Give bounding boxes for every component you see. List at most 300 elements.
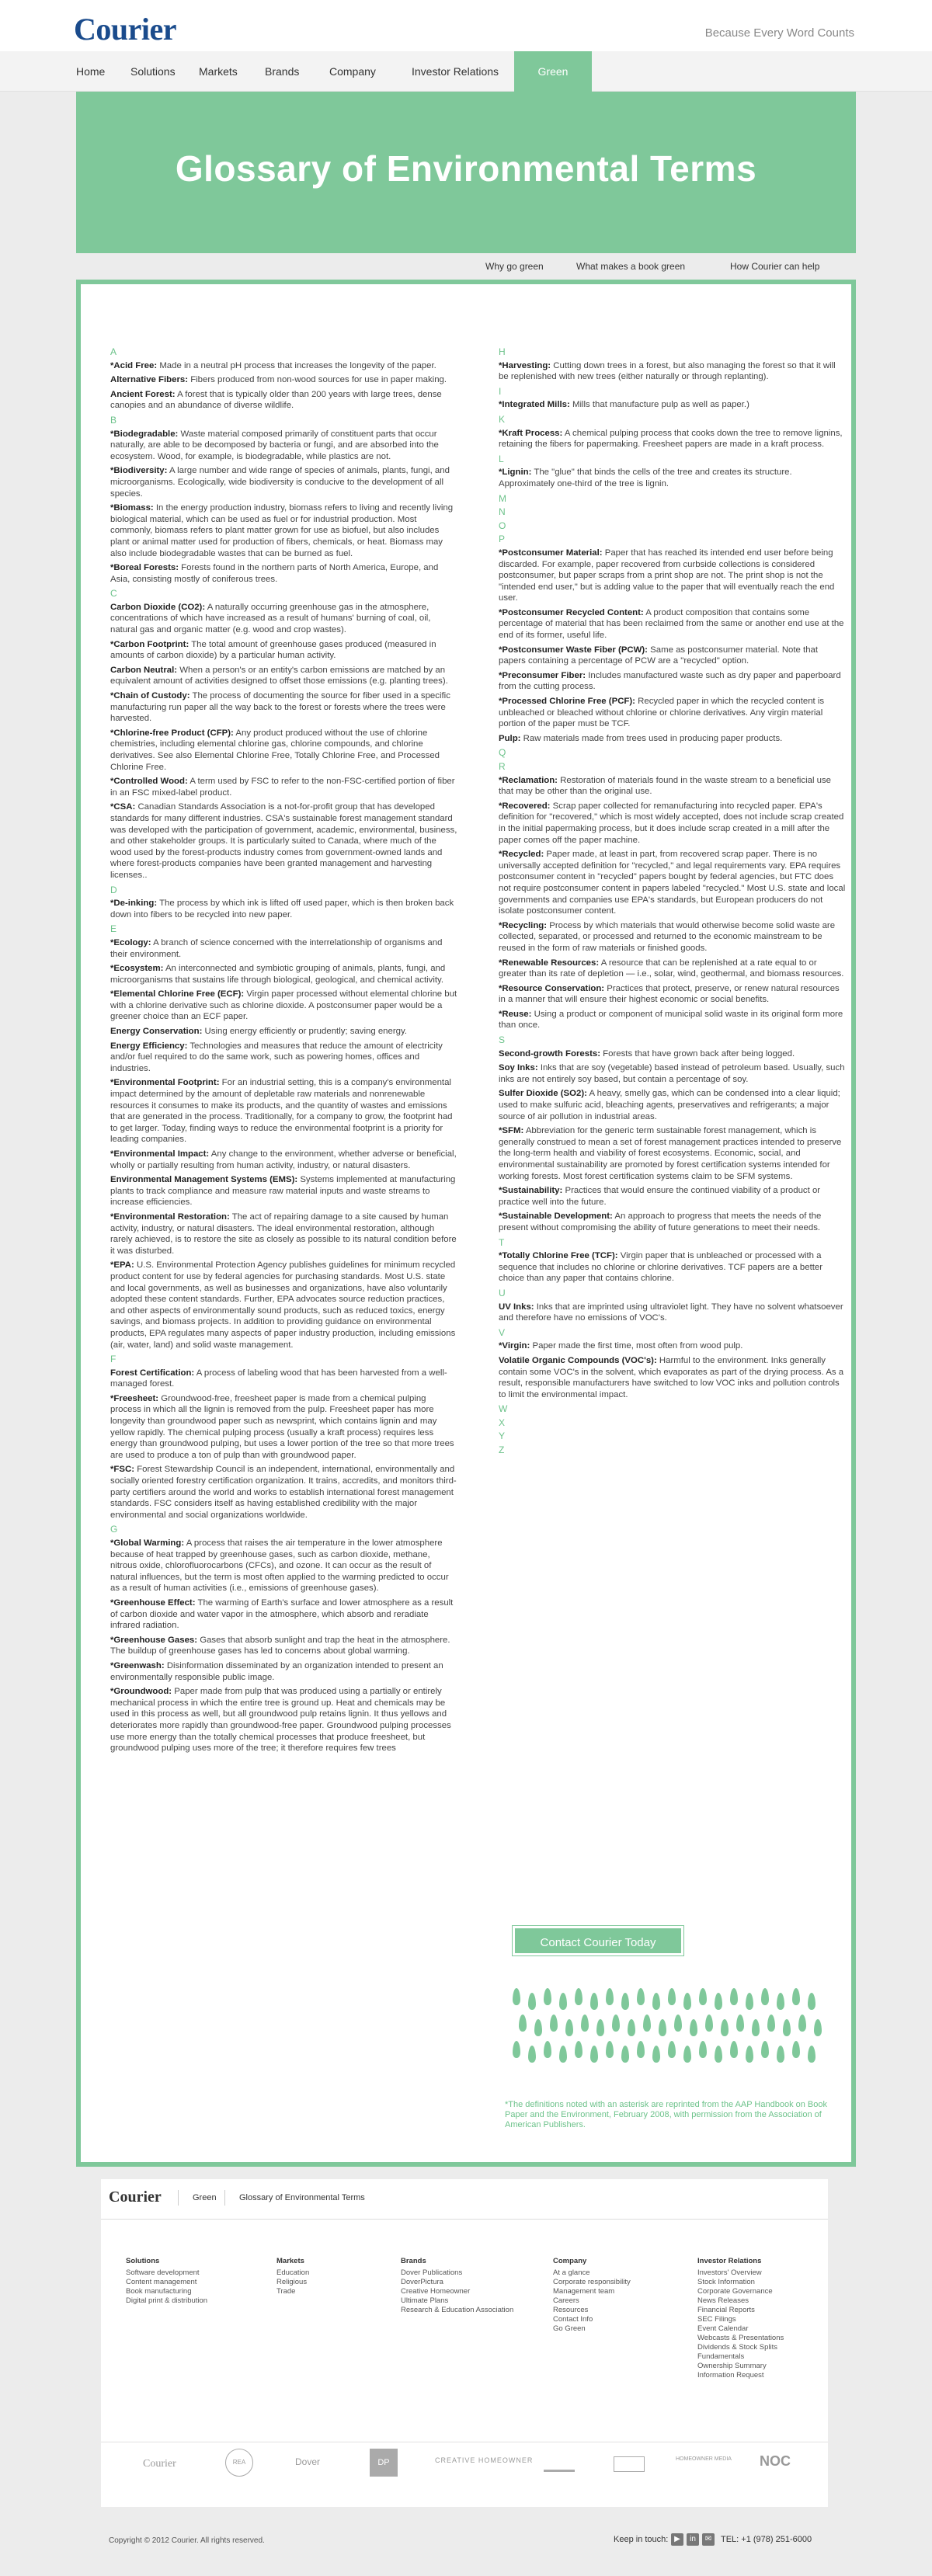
- glossary-entry: [110, 1368, 458, 1390]
- glossary-entry: [499, 920, 847, 954]
- glossary-definition: For an industrial setting, this is a company's environmental impact determined by the amount of depletable raw materials and nonrenewable resources it consumes to make its products, and the quantity of wastes and emissions that are generated in the process. Traditionally, for a company to grow, the footprint had to get larger. Today, finding ways to reduce the environmental footprint is a priority for leading companies.: [110, 1078, 453, 1145]
- nav-brands[interactable]: Brands: [265, 65, 300, 78]
- leaf-icon: [528, 2046, 536, 2063]
- footer-link[interactable]: Go Green: [553, 2324, 586, 2333]
- footer-link[interactable]: Contact Info: [553, 2315, 593, 2324]
- footer-link[interactable]: Stock Information: [697, 2278, 755, 2286]
- glossary-letter-heading: A: [110, 346, 117, 357]
- leaf-icon: [637, 2041, 645, 2058]
- glossary-entry: [110, 465, 458, 499]
- glossary-definition: The process of documenting the source for fiber used in a specific manufacturing run paper all the way back to the forest or forests where the trees were harvested.: [110, 691, 450, 724]
- footer-link[interactable]: Education: [276, 2268, 310, 2277]
- glossary-letter-heading: B: [110, 414, 117, 426]
- glossary-left-column: [110, 345, 458, 1757]
- glossary-definition: A process that raises the air temperature in the lower atmosphere because of heat trapped by greenhouse gases, such as carbon dioxide, methane, nitrous oxide, chlorofluorocarbons (CFCs), and ozone. It can occur as the result of natural influences, but the term is most often applied to the warming predicted to occur as a result of human activities (i.e., emissions of greenhouse gases).: [110, 1538, 449, 1594]
- leaf-icon: [559, 1993, 567, 2010]
- glossary-letter-heading: C: [110, 588, 117, 600]
- glossary-definition: Scrap paper collected for remanufacturing into recycled paper. EPA's definition for "recovered," which is most widely accepted, does not include scrap created in the initial papermaking process, but it does include scrap created in a mill after the paper comes off the paper machine.: [499, 801, 844, 845]
- glossary-term: *Environmental Footprint:: [110, 1078, 220, 1088]
- glossary-definition: Groundwood-free, freesheet paper is made from a chemical pulping process in which all the lignin is removed from the pulp. Freesheet paper has more longevity than groundwood paper such as newsprint, which contains lignin and may yellow rapidly. The chemical pulping process (usually a kraft process) requires less energy than groundwood pulping, but uses a lower portion of the tree so that more trees are used to produce a ton of pulp than with groundwood paper.: [110, 1393, 454, 1460]
- leaf-icon: [596, 2019, 604, 2036]
- footer-column-solutions: [126, 2257, 207, 2306]
- glossary-letter-heading: Z: [499, 1444, 505, 1456]
- partner-logo-interior[interactable]: [614, 2456, 645, 2472]
- glossary-panel: [76, 280, 856, 2167]
- partner-logo-courier[interactable]: Courier: [143, 2458, 176, 2470]
- glossary-entry: [110, 1026, 458, 1038]
- glossary-entry: [499, 1340, 847, 1352]
- subnav-what-makes-book-green[interactable]: What makes a book green: [576, 261, 686, 272]
- glossary-term: *Chain of Custody:: [110, 691, 190, 701]
- sub-nav: [482, 256, 856, 280]
- glossary-term: *Postconsumer Waste Fiber (PCW):: [499, 645, 648, 655]
- glossary-definition: The "glue" that binds the cells of the tree and creates its structure. Approximately one-third of the tree is lignin.: [499, 468, 792, 488]
- partner-logo-ultimate-plans[interactable]: [544, 2456, 575, 2472]
- partner-logo-dover[interactable]: Dover: [295, 2456, 321, 2467]
- glossary-definition: Gases that absorb sunlight and trap the heat in the atmosphere. The buildup of greenhouse gases has led to concerns about global warming.: [110, 1635, 450, 1656]
- glossary-term: *Harvesting:: [499, 360, 551, 370]
- leaf-icon: [528, 1993, 536, 2010]
- leaf-icon: [683, 1993, 691, 2010]
- glossary-term: *Kraft Process:: [499, 428, 563, 438]
- glossary-term: *Lignin:: [499, 468, 532, 478]
- glossary-entry: [110, 937, 458, 960]
- partner-logo-rea[interactable]: REA: [225, 2449, 253, 2477]
- leaf-icon: [544, 1988, 551, 2005]
- glossary-entry: [110, 602, 458, 636]
- leaf-icon: [715, 2046, 722, 2063]
- footer-column-heading: Markets: [276, 2257, 304, 2265]
- leaf-icon: [621, 1993, 629, 2010]
- leaf-icon: [792, 1988, 800, 2005]
- glossary-entry: [110, 776, 458, 798]
- leaf-icon: [736, 2015, 744, 2032]
- leaf-icon: [575, 2041, 582, 2058]
- glossary-entry: [499, 958, 847, 980]
- footer-link[interactable]: Resources: [553, 2306, 589, 2314]
- footer-link[interactable]: Dover Publications: [401, 2268, 463, 2277]
- glossary-entry: [110, 898, 458, 920]
- glossary-entry: [110, 374, 458, 386]
- crumb-separator: [217, 2190, 225, 2206]
- glossary-entry: [499, 1062, 847, 1085]
- glossary-entry: [499, 1250, 847, 1285]
- footer-link[interactable]: Trade: [276, 2287, 296, 2296]
- footer-link[interactable]: Software development: [126, 2268, 200, 2277]
- leaf-icon: [761, 1988, 769, 2005]
- footer-link[interactable]: Research & Education Association: [401, 2306, 514, 2314]
- glossary-term: *Environmental Restoration:: [110, 1212, 230, 1222]
- leaf-icon: [590, 2046, 598, 2063]
- leaf-icon: [513, 1988, 520, 2005]
- footer-link[interactable]: Digital print & distribution: [126, 2296, 208, 2305]
- leaf-icon: [652, 1993, 660, 2010]
- glossary-definition: Paper made, at least in part, from recovered scrap paper. There is no universally accepted definition for "recycled," and legal requirements vary. EPA requires postconsumer content in "recycled" papers bought by federal agencies, but FTC does not require postconsumer content in papers labeled "recycled." Most U.S. state and local governments and companies use EPA's standards, but European producers do not isolate postconsumer content.: [499, 850, 846, 916]
- leaf-icon: [559, 2046, 567, 2063]
- glossary-term: Volatile Organic Compounds (VOC's):: [499, 1355, 657, 1365]
- leaf-icon: [746, 2046, 753, 2063]
- footer-link[interactable]: Webcasts & Presentations: [697, 2334, 784, 2342]
- leaf-icon: [590, 1993, 598, 2010]
- leaf-icon: [699, 1988, 707, 2005]
- leaf-icon: [814, 2019, 822, 2036]
- glossary-entry: [110, 1464, 458, 1521]
- leaf-icon: [643, 2015, 651, 2032]
- glossary-definition: A large number and wide range of species of animals, plants, fungi, and microorganisms. Ecologically, wide biodiversity is conducive to the development of all species.: [110, 466, 450, 499]
- glossary-entry: [499, 548, 847, 604]
- leaf-icon: [565, 2019, 573, 2036]
- leaf-icon: [705, 2015, 713, 2032]
- breadcrumb-current: Glossary of Environmental Terms: [239, 2193, 365, 2202]
- glossary-entry: [110, 389, 458, 412]
- glossary-entry: [499, 645, 847, 667]
- leaf-pattern: [513, 1988, 839, 2078]
- glossary-entry: [110, 1212, 458, 1257]
- glossary-entry: [110, 1393, 458, 1462]
- glossary-term: *Resource Conservation:: [499, 983, 605, 993]
- glossary-definition: An approach to progress that meets the needs of the present without compromising the ability of future generations to meet their needs.: [499, 1212, 822, 1232]
- leaf-icon: [715, 1993, 722, 2010]
- glossary-term: *Greenwash:: [110, 1660, 165, 1670]
- leaf-icon: [808, 1993, 816, 2010]
- glossary-term: *Biomass:: [110, 503, 154, 513]
- bottom-bar: [0, 2526, 932, 2576]
- glossary-definition: A resource that can be replenished at a rate equal to or greater than its rate of depletion — i.e., solar, wind, geothermal, and biomass resources.: [499, 958, 844, 979]
- glossary-definition: Technologies and measures that reduce the amount of electricity and/or fuel required to do the same work, such as powering homes, offices and industries.: [110, 1041, 443, 1073]
- glossary-definition: Same as postconsumer material. Note that papers containing a percentage of PCW are a "recycled" option.: [499, 645, 819, 666]
- footer-link[interactable]: Religious: [276, 2278, 308, 2286]
- leaf-icon: [752, 2019, 760, 2036]
- glossary-term: *Preconsumer Fiber:: [499, 670, 586, 680]
- glossary-definition: Includes manufactured waste such as dry paper and paperboard from the cutting process.: [499, 670, 841, 692]
- leaf-icon: [777, 2046, 784, 2063]
- glossary-term: Carbon Neutral:: [110, 665, 178, 675]
- breadcrumb: [101, 2179, 828, 2220]
- leaf-icon: [550, 2015, 558, 2032]
- glossary-term: *Reuse:: [499, 1009, 532, 1019]
- glossary-term: Ancient Forest:: [110, 389, 176, 399]
- glossary-letter-heading: L: [499, 453, 504, 464]
- glossary-entry: [499, 1355, 847, 1400]
- glossary-term: *Recovered:: [499, 801, 551, 811]
- glossary-term: *Controlled Wood:: [110, 777, 188, 787]
- footer-column-heading: Investor Relations: [697, 2257, 762, 2265]
- footer-link[interactable]: Financial Reports: [697, 2306, 755, 2314]
- hero-banner: [76, 92, 856, 253]
- glossary-definition: A branch of science concerned with the interrelationship of organisms and their environment.: [110, 937, 443, 959]
- footer-link[interactable]: DoverPictura: [401, 2278, 443, 2286]
- glossary-entry: [110, 963, 458, 986]
- glossary-letter-heading: M: [499, 492, 506, 504]
- glossary-definition: The process by which ink is lifted off used paper, which is then broken back down into fibers to be recycled into new paper.: [110, 899, 454, 920]
- glossary-definition: In the energy production industry, biomass refers to living and recently living biological material, which can be used as fuel or for industrial production. Most commonly, biomass refers to plant matter grown for use as biofuel, but also includes plant or animal matter used for production of fibers, chemicals, or heat. Biomass may also include biodegradable wastes that can be burned as fuel.: [110, 503, 454, 558]
- glossary-entry: [110, 1635, 458, 1657]
- glossary-term: Carbon Dioxide (CO2):: [110, 602, 206, 612]
- partner-logo-noc[interactable]: NOC: [760, 2453, 791, 2469]
- glossary-term: Second-growth Forests:: [499, 1048, 600, 1059]
- glossary-term: *Global Warming:: [110, 1538, 185, 1548]
- glossary-letter-heading: U: [499, 1287, 506, 1298]
- footer-link[interactable]: Ultimate Plans: [401, 2296, 449, 2305]
- glossary-definition: Made in a neutral pH process that increases the longevity of the paper.: [159, 360, 436, 370]
- glossary-entry: [110, 989, 458, 1023]
- footer-link[interactable]: Corporate Governance: [697, 2287, 773, 2296]
- footer-logo[interactable]: Courier: [109, 2188, 162, 2206]
- partner-logo-creative-homeowner[interactable]: CREATIVE HOMEOWNER: [435, 2456, 534, 2464]
- glossary-entry: [110, 1260, 458, 1351]
- glossary-letter-heading: Q: [499, 747, 506, 759]
- footer-link[interactable]: At a glance: [553, 2268, 590, 2277]
- glossary-letter-heading: G: [110, 1524, 118, 1535]
- glossary-definition: Fibers produced from non-wood sources for use in paper making.: [190, 375, 447, 385]
- glossary-letter-heading: I: [499, 385, 502, 397]
- leaf-icon: [683, 2046, 691, 2063]
- glossary-term: Alternative Fibers:: [110, 375, 189, 385]
- leaf-icon: [746, 1993, 753, 2010]
- leaf-icon: [659, 2019, 666, 2036]
- glossary-definition: Any change to the environment, whether adverse or beneficial, wholly or partially resulting from human activity, industry, or natural disasters.: [110, 1149, 457, 1170]
- glossary-definition: Any product produced without the use of chlorine chemistries, including elemental chlorine gas, chlorine compounds, and chlorine derivatives. See also Elemental Chlorine Free, Totally Chlorine Free, and Processed Chlorine Free.: [110, 728, 440, 772]
- glossary-entry: [499, 1211, 847, 1233]
- glossary-entry: [110, 360, 458, 372]
- glossary-definition: Virgin paper that is unbleached or processed with a sequence that includes no chlorine or chlorine derivatives. TCF papers are a better choice than any paper that contains chlorine.: [499, 1251, 823, 1284]
- glossary-term: Energy Efficiency:: [110, 1041, 188, 1051]
- footer-link[interactable]: Ownership Summary: [697, 2362, 767, 2370]
- glossary-term: *Greenhouse Effect:: [110, 1597, 196, 1608]
- glossary-entry: [499, 1125, 847, 1182]
- leaf-icon: [767, 2015, 775, 2032]
- glossary-entry: [499, 775, 847, 798]
- leaf-icon: [690, 2019, 697, 2036]
- glossary-entry: [499, 1009, 847, 1031]
- leaf-icon: [674, 2015, 682, 2032]
- glossary-term: *Groundwood:: [110, 1687, 172, 1697]
- glossary-definition: Practices that protect, preserve, or renew natural resources in a manner that will ensure their highest economic or social benefits.: [499, 983, 840, 1005]
- leaf-icon: [761, 2041, 769, 2058]
- glossary-term: *Chlorine-free Product (CFP):: [110, 728, 234, 738]
- leaf-icon: [581, 2015, 589, 2032]
- nav-green[interactable]: Green: [514, 51, 592, 96]
- leaf-icon: [699, 2041, 707, 2058]
- leaf-icon: [621, 2046, 629, 2063]
- glossary-entry: [499, 733, 847, 745]
- leaf-icon: [668, 2041, 676, 2058]
- glossary-definition: Paper made from pulp that was produced using a partially or entirely mechanical process in which the entire tree is ground up. Heat and chemicals may be used in this process as well, but all groundwood pulp retains lignin. It thus yellows and deteriorates more rapidly than groundwood-free paper. Groundwood pulping processes use more energy than the totally chemical processes that produce freesheet, but groundwood pulping uses more of the tree; it therefore requires few trees: [110, 1687, 451, 1754]
- glossary-entry: [110, 1597, 458, 1632]
- glossary-definition: A product composition that contains some percentage of material that has been reclaimed from the same or another end use at the end of its former, useful life.: [499, 607, 844, 641]
- subnav-how-courier-can-help[interactable]: How Courier can help: [730, 261, 820, 272]
- glossary-letter-heading: Y: [499, 1431, 506, 1442]
- nav-home[interactable]: Home: [76, 65, 106, 78]
- glossary-term: *Ecosystem:: [110, 964, 164, 974]
- top-bar: [0, 0, 932, 51]
- glossary-letter-heading: R: [499, 761, 506, 772]
- nav-company[interactable]: Company: [329, 65, 376, 78]
- leaf-icon: [628, 2019, 635, 2036]
- leaf-icon: [544, 2041, 551, 2058]
- footer-link[interactable]: Corporate responsibility: [553, 2278, 631, 2286]
- footnote: *The definitions noted with an asterisk are reprinted from the AAP Handbook on Book Paper and the Environment, February 2008, with permission from the Association of American Publishers.: [505, 2100, 827, 2129]
- leaf-icon: [798, 2015, 806, 2032]
- glossary-term: *CSA:: [110, 802, 136, 812]
- leaf-icon: [637, 1988, 645, 2005]
- glossary-term: Environmental Management Systems (EMS):: [110, 1175, 298, 1185]
- copyright: Copyright © 2012 Courier. All rights reserved.: [109, 2536, 265, 2545]
- glossary-term: *Recycled:: [499, 850, 544, 860]
- footer-link[interactable]: Event Calendar: [697, 2324, 749, 2333]
- glossary-right-column: [499, 345, 847, 1458]
- subnav-why-go-green[interactable]: Why go green: [485, 261, 544, 272]
- footer-link[interactable]: Dividends & Stock Splits: [697, 2343, 777, 2352]
- glossary-term: *Sustainable Development:: [499, 1212, 613, 1222]
- glossary-term: Pulp:: [499, 733, 521, 743]
- linkedin-icon[interactable]: in: [687, 2533, 699, 2546]
- crumb-separator: [171, 2190, 179, 2206]
- glossary-definition: A forest that is typically older than 200 years with large trees, dense canopies and an abundance of diverse wildlife.: [110, 389, 442, 411]
- glossary-entry: [499, 849, 847, 917]
- glossary-letter-heading: S: [499, 1034, 506, 1046]
- leaf-icon: [534, 2019, 542, 2036]
- leaf-icon: [668, 1988, 676, 2005]
- glossary-letter-heading: H: [499, 346, 506, 357]
- footer-link[interactable]: Creative Homeowner: [401, 2287, 471, 2296]
- youtube-icon[interactable]: ▶: [671, 2533, 683, 2546]
- main-nav: [0, 51, 932, 92]
- footer-link[interactable]: News Releases: [697, 2296, 749, 2305]
- glossary-letter-heading: P: [499, 534, 506, 545]
- partner-logo-homeowner-media[interactable]: HOMEOWNER MEDIA: [676, 2456, 732, 2462]
- glossary-term: *Sustainability:: [499, 1186, 563, 1196]
- glossary-definition: The total amount of greenhouse gases produced (measured in amounts of carbon dioxide) by a particular human activity.: [110, 639, 436, 661]
- contact-courier-button[interactable]: Contact Courier Today: [513, 1926, 683, 1955]
- glossary-entry: [110, 1077, 458, 1145]
- glossary-definition: Process by which materials that would otherwise become solid waste are collected, separated, or processed and returned to the economic mainstream to be reused in the form of raw materials or finished goods.: [499, 920, 836, 953]
- glossary-entry: [499, 1048, 847, 1060]
- partner-logo-doverpictura[interactable]: DP: [370, 2449, 398, 2477]
- footer-column-markets: [276, 2257, 309, 2296]
- partner-logos: [101, 2442, 828, 2488]
- glossary-definition: U.S. Environmental Protection Agency publishes guidelines for minimum recycled product content for use by federal agencies for purchasing standards. Most U.S. state and local governments, as well as businesses and organizations, have also voluntarily adopted these content standards. Further, EPA advocates source reduction practices, and other aspects of environmentally sound products, such as reduced toxics, energy savings, and biomass projects. In addition to providing guidance on environmental products, EPA regulates many aspects of paper industry production, including emissions (air, water, land) and solid waste management.: [110, 1260, 456, 1350]
- courier-logo[interactable]: Courier: [74, 12, 177, 47]
- glossary-entry: [110, 1149, 458, 1171]
- glossary-letter-heading: O: [499, 520, 506, 531]
- leaf-icon: [783, 2019, 791, 2036]
- phone-number: TEL: +1 (978) 251-6000: [721, 2535, 812, 2544]
- leaf-icon: [652, 2046, 660, 2063]
- glossary-definition: A heavy, smelly gas, which can be condensed into a clear liquid; used to make sulfuric acid, bleaching agents, preservatives and refrigerants; a major source of air pollution in industrial areas.: [499, 1089, 840, 1121]
- keep-in-touch-label: Keep in touch:: [614, 2535, 669, 2544]
- glossary-entry: [110, 562, 458, 585]
- glossary-entry: [499, 607, 847, 641]
- glossary-definition: Paper that has reached its intended end user before being discarded. For example, paper recovered from curbside collections is considered postconsumer, but paper scraps from a print shop are not. The print shop is not the "intended end user," but is adding value to the paper that will eventually reach the end user.: [499, 548, 835, 603]
- footer-column-investor-relations: [697, 2257, 784, 2380]
- footer-link[interactable]: Book manufacturing: [126, 2287, 192, 2296]
- glossary-entry: [110, 429, 458, 463]
- glossary-definition: The act of repairing damage to a site caused by human activity, industry, or natural disasters. The ideal environmental restoration, although rarely achieved, is to restore the site as closely as possible to its natural condition before it was disturbed.: [110, 1212, 457, 1256]
- glossary-definition: Disinformation disseminated by an organization intended to present an environmentally responsible public image.: [110, 1660, 443, 1682]
- glossary-definition: Using a product or component of municipal solid waste in its original form more than once.: [499, 1009, 843, 1031]
- glossary-entry: [110, 1660, 458, 1683]
- glossary-entry: [110, 665, 458, 687]
- glossary-term: *FSC:: [110, 1465, 135, 1475]
- footer-link[interactable]: Information Request: [697, 2371, 764, 2380]
- glossary-entry: [110, 1174, 458, 1208]
- glossary-definition: An interconnected and symbiotic grouping of animals, plants, fungi, and microorganisms that sustains life through biological, geological, and chemical activity.: [110, 964, 446, 985]
- glossary-definition: Inks that are imprinted using ultraviolet light. They have no solvent whatsoever and therefore have no emissions of VOC's.: [499, 1302, 843, 1323]
- glossary-entry: [110, 690, 458, 725]
- footer-link[interactable]: Fundamentals: [697, 2352, 745, 2361]
- glossary-definition: Waste material composed primarily of constituent parts that occur naturally, are able to be decomposed by bacteria or fungi, and are absorbed into the ecosystem. Wood, for example, is biodegradable, while plastics are not.: [110, 429, 439, 461]
- footer-link[interactable]: Content management: [126, 2278, 197, 2286]
- leaf-icon: [721, 2019, 729, 2036]
- glossary-entry: [499, 1185, 847, 1208]
- glossary-definition: Forests found in the northern parts of North America, Europe, and Asia, consisting mostly of coniferous trees.: [110, 563, 439, 584]
- glossary-term: *Elemental Chlorine Free (ECF):: [110, 989, 245, 999]
- glossary-definition: Paper made the first time, most often from wood pulp.: [532, 1341, 743, 1351]
- footer-column-heading: Solutions: [126, 2257, 160, 2265]
- email-icon[interactable]: ✉: [702, 2533, 715, 2546]
- glossary-definition: Systems implemented at manufacturing plants to track compliance and measure raw material inputs and waste streams to increase efficiencies.: [110, 1175, 456, 1208]
- leaf-icon: [606, 2041, 614, 2058]
- breadcrumb-green[interactable]: Green: [193, 2193, 217, 2202]
- footer-link[interactable]: Investors' Overview: [697, 2268, 762, 2277]
- footer-link[interactable]: Careers: [553, 2296, 579, 2305]
- glossary-entry: [499, 1088, 847, 1122]
- glossary-term: *Greenhouse Gases:: [110, 1635, 198, 1645]
- glossary-term: *Postconsumer Material:: [499, 548, 603, 558]
- glossary-definition: When a person's or an entity's carbon emissions are matched by an equivalent amount of activities designed to offset those emissions (e.g. planting trees).: [110, 665, 448, 687]
- glossary-term: *Biodiversity:: [110, 466, 168, 476]
- leaf-icon: [519, 2015, 527, 2032]
- glossary-letter-heading: W: [499, 1403, 508, 1415]
- glossary-term: *Freesheet:: [110, 1393, 159, 1403]
- glossary-entry: [499, 801, 847, 846]
- leaf-icon: [575, 1988, 582, 2005]
- footer-link[interactable]: SEC Filings: [697, 2315, 736, 2324]
- page-title: Glossary of Environmental Terms: [175, 148, 757, 189]
- glossary-term: Forest Certification:: [110, 1368, 195, 1378]
- glossary-entry: [499, 467, 847, 489]
- glossary-term: Sulfer Dioxide (SO2):: [499, 1089, 587, 1099]
- glossary-term: *Acid Free:: [110, 360, 158, 370]
- glossary-term: *De-inking:: [110, 899, 158, 909]
- glossary-letter-heading: X: [499, 1417, 506, 1428]
- glossary-definition: A naturally occurring greenhouse gas in the atmosphere, concentrations of which have increased as a result of humans' burning of coal, oil, natural gas and organic matter (e.g. wood and crop wastes).: [110, 602, 431, 635]
- leaf-icon: [730, 2041, 738, 2058]
- footer-link[interactable]: Management team: [553, 2287, 615, 2296]
- glossary-definition: A term used by FSC to refer to the non-FSC-certified portion of fiber in an FSC mixed-label product.: [110, 777, 455, 798]
- glossary-entry: [499, 399, 847, 411]
- glossary-entry: [110, 1041, 458, 1075]
- glossary-definition: Restoration of materials found in the waste stream to a beneficial use that may be other than the original use.: [499, 775, 832, 797]
- leaf-icon: [808, 2046, 816, 2063]
- glossary-term: Energy Conservation:: [110, 1027, 203, 1037]
- glossary-letter-heading: F: [110, 1354, 116, 1365]
- glossary-entry: [499, 428, 847, 450]
- glossary-letter-heading: E: [110, 923, 117, 935]
- footer: [101, 2179, 828, 2507]
- glossary-definition: Forests that have grown back after being logged.: [603, 1048, 795, 1059]
- nav-investor-relations[interactable]: Investor Relations: [412, 65, 499, 78]
- glossary-term: *Virgin:: [499, 1341, 530, 1351]
- glossary-term: *Postconsumer Recycled Content:: [499, 607, 644, 617]
- nav-markets[interactable]: Markets: [199, 65, 238, 78]
- glossary-entry: [110, 801, 458, 881]
- glossary-term: *Ecology:: [110, 937, 151, 947]
- glossary-term: *Processed Chlorine Free (PCF):: [499, 697, 635, 707]
- nav-solutions[interactable]: Solutions: [130, 65, 176, 78]
- glossary-term: *Boreal Forests:: [110, 563, 179, 573]
